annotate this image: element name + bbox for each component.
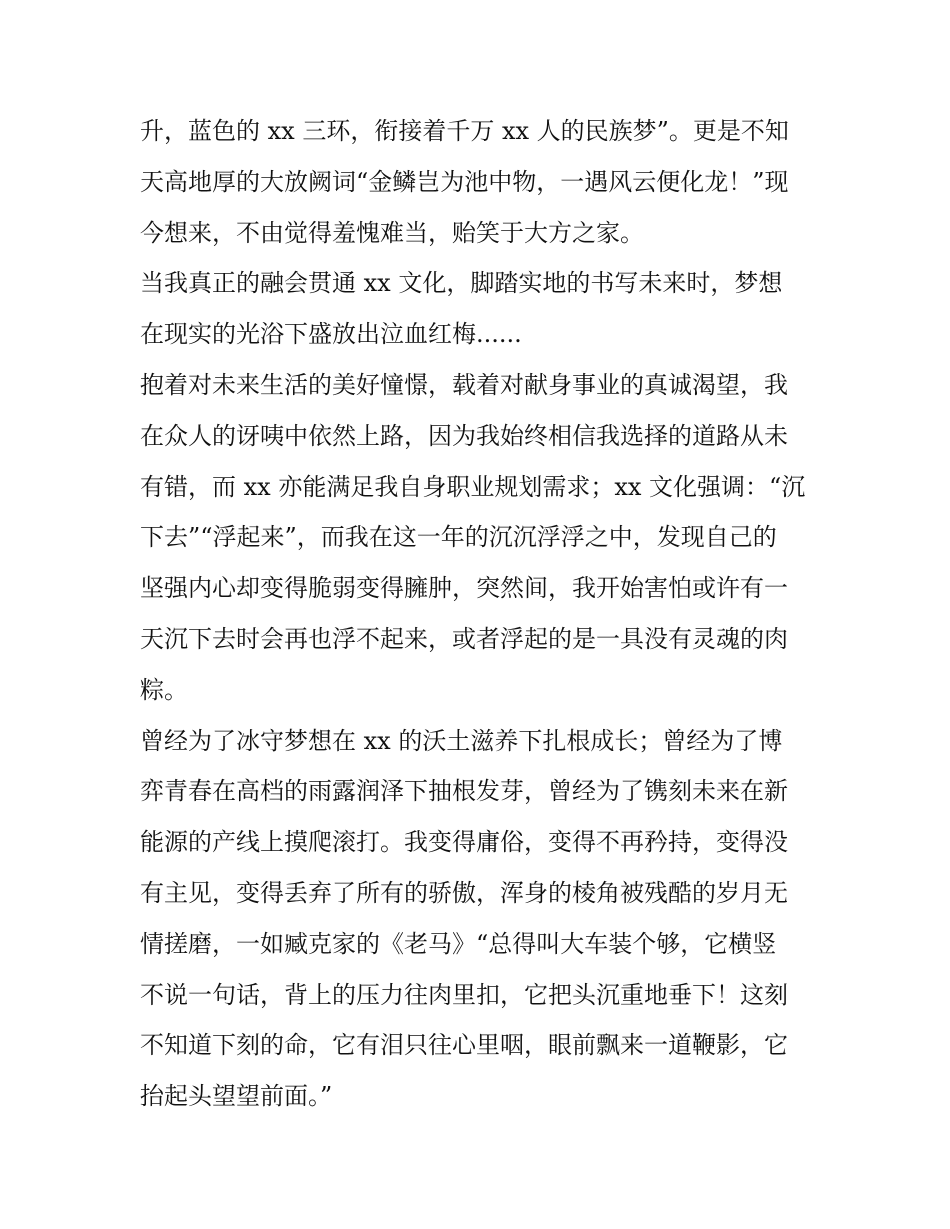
paragraph-1 <box>140 106 812 258</box>
text-line: 天沉下去时会再也浮不起来，或者浮起的是一具没有灵魂的肉 <box>140 624 788 653</box>
text-line: 天高地厚的大放阙词“金鳞岂为池中物，一遇风云便化龙！”现 <box>140 167 789 196</box>
text-line: 不知道下刻的命，它有泪只往心里咽，眼前飘来一道鞭影，它 <box>140 1031 788 1060</box>
text-line: 在现实的光浴下盛放出泣血红梅...... <box>140 320 522 349</box>
text-line: 抱着对未来生活的美好憧憬，载着对献身事业的真诚渴望，我 <box>140 370 788 399</box>
text-line: 有主见，变得丢弃了所有的骄傲，浑身的棱角被残酷的岁月无 <box>140 878 788 907</box>
text-line: 升，蓝色的 xx 三环，衔接着千万 xx 人的民族梦”。更是不知 <box>140 117 789 145</box>
paragraph-2 <box>140 258 812 360</box>
text-line: 今想来，不由觉得羞愧难当，贻笑于大方之家。 <box>140 218 644 247</box>
paragraph-4 <box>140 716 812 1122</box>
text-line: 不说一句话，背上的压力往肉里扣，它把头沉重地垂下！这刻 <box>140 980 788 1009</box>
text-line: 坚强内心却变得脆弱变得臃肿，突然间，我开始害怕或许有一 <box>140 574 788 603</box>
text-line: 能源的产线上摸爬滚打。我变得庸俗，变得不再矜持，变得没 <box>140 828 788 857</box>
text-line: 在众人的讶咦中依然上路，因为我始终相信我选择的道路从未 <box>140 421 788 450</box>
document-body <box>140 106 812 1122</box>
text-line: 情搓磨，一如臧克家的《老马》“总得叫大车装个够，它横竖 <box>140 929 777 958</box>
text-line: 抬起头望望前面。” <box>140 1082 333 1111</box>
text-line: 粽。 <box>140 675 188 704</box>
text-line: 弈青春在高档的雨露润泽下抽根发芽，曾经为了镌刻未来在新 <box>140 777 788 806</box>
text-line: 下去”“浮起来”，而我在这一年的沉沉浮浮之中，发现自己的 <box>140 523 777 552</box>
text-line: 曾经为了冰守梦想在 xx 的沃土滋养下扎根成长；曾经为了博 <box>140 726 783 755</box>
text-line: 有错，而 xx 亦能满足我自身职业规划需求；xx 文化强调：“沉 <box>140 472 806 501</box>
text-line: 当我真正的融会贯通 xx 文化，脚踏实地的书写未来时，梦想 <box>140 269 783 298</box>
paragraph-3 <box>140 360 812 716</box>
